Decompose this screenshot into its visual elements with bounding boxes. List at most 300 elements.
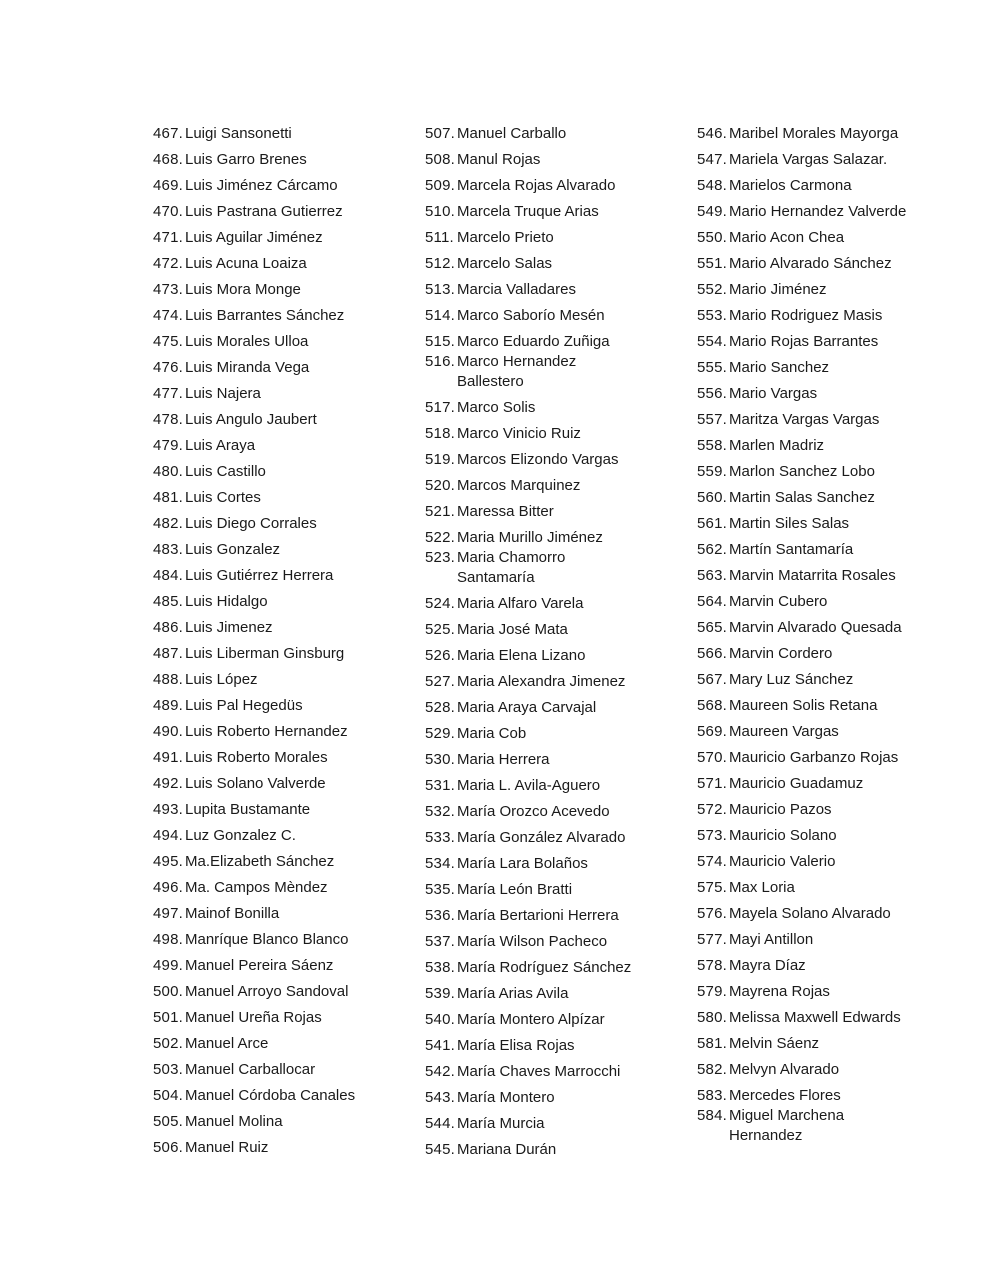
item-name: Luis Najera [185, 385, 261, 402]
item-name: Marvin Alvarado Quesada [729, 619, 902, 636]
item-number: 483. [153, 541, 183, 558]
item-name: Maria José Mata [457, 621, 568, 638]
item-number: 478. [153, 411, 183, 428]
item-name: Ma. Campos Mèndez [185, 879, 328, 896]
item-name: Maria Murillo Jiménez [457, 529, 603, 546]
list-item [153, 670, 425, 690]
item-name: Luis Garro Brenes [185, 151, 307, 168]
list-item [153, 930, 425, 950]
item-number: 531. [425, 777, 455, 794]
item-number: 498. [153, 931, 183, 948]
item-name: Manuel Arce [185, 1035, 269, 1052]
item-name: Luis Acuna Loaiza [185, 255, 307, 272]
item-name: Luis Gutiérrez Herrera [185, 567, 334, 584]
item-name: Marielos Carmona [729, 177, 852, 194]
list-item [697, 488, 982, 508]
item-name: Luis Roberto Morales [185, 749, 328, 766]
list-item [425, 1062, 697, 1082]
list-item [153, 488, 425, 508]
item-name: Mayra Díaz [729, 957, 806, 974]
item-name: Luis Solano Valverde [185, 775, 326, 792]
item-name: Mario Vargas [729, 385, 818, 402]
list-item [153, 1138, 425, 1158]
item-number: 519. [425, 451, 455, 468]
item-name: María Elisa Rojas [457, 1037, 575, 1054]
list-item [697, 748, 982, 768]
item-number: 495. [153, 853, 183, 870]
item-name: Luis Araya [185, 437, 256, 454]
item-name: Luis Mora Monge [185, 281, 301, 298]
list-item [697, 1106, 982, 1146]
item-name: Luigi Sansonetti [185, 125, 292, 142]
list-item [425, 984, 697, 1004]
item-name: Luis Morales Ulloa [185, 333, 309, 350]
list-item [153, 332, 425, 352]
item-name: Mario Alvarado Sánchez [729, 255, 892, 272]
item-name: Luis Aguilar Jiménez [185, 229, 323, 246]
item-number: 501. [153, 1009, 183, 1026]
list-item [153, 1112, 425, 1132]
item-number: 508. [425, 151, 455, 168]
list-item [697, 618, 982, 638]
item-number: 470. [153, 203, 183, 220]
item-number: 473. [153, 281, 183, 298]
list-item [697, 878, 982, 898]
item-number: 482. [153, 515, 183, 532]
item-number: 524. [425, 595, 455, 612]
item-number: 570. [697, 749, 727, 766]
item-name: Marlen Madriz [729, 437, 825, 454]
item-name: Maureen Vargas [729, 723, 839, 740]
list-item [153, 384, 425, 404]
list-item [153, 306, 425, 326]
item-number: 512. [425, 255, 455, 272]
list-item [153, 436, 425, 456]
list-item [153, 358, 425, 378]
list-item [697, 358, 982, 378]
item-name: Marcos Marquinez [457, 477, 581, 494]
list-item [153, 618, 425, 638]
item-name: Marco Saborío Mesén [457, 307, 605, 324]
item-name: Manuel Ruiz [185, 1139, 269, 1156]
item-name: Mary Luz Sánchez [729, 671, 854, 688]
list-item [153, 1034, 425, 1054]
item-number: 566. [697, 645, 727, 662]
list-item [425, 932, 697, 952]
item-name: Luis Liberman Ginsburg [185, 645, 345, 662]
item-number: 533. [425, 829, 455, 846]
item-number: 472. [153, 255, 183, 272]
item-name: Luis Castillo [185, 463, 266, 480]
item-number: 535. [425, 881, 455, 898]
list-item [153, 202, 425, 222]
item-number: 584. [697, 1107, 727, 1124]
list-item [425, 528, 697, 548]
item-number: 525. [425, 621, 455, 638]
item-number: 471. [153, 229, 183, 246]
item-number: 494. [153, 827, 183, 844]
list-item [697, 1034, 982, 1054]
item-name: Luis López [185, 671, 258, 688]
item-number: 573. [697, 827, 727, 844]
item-number: 518. [425, 425, 455, 442]
item-number: 485. [153, 593, 183, 610]
item-number: 539. [425, 985, 455, 1002]
item-number: 497. [153, 905, 183, 922]
item-name: Luis Gonzalez [185, 541, 281, 558]
item-name: Mario Acon Chea [729, 229, 845, 246]
item-name: María Murcia [457, 1115, 545, 1132]
item-number: 532. [425, 803, 455, 820]
item-number: 488. [153, 671, 183, 688]
item-number: 552. [697, 281, 727, 298]
item-number: 553. [697, 307, 727, 324]
list-item [425, 594, 697, 614]
item-name: Marvin Matarrita Rosales [729, 567, 896, 584]
list-item [425, 502, 697, 522]
item-number: 577. [697, 931, 727, 948]
item-number: 530. [425, 751, 455, 768]
list-item [153, 280, 425, 300]
item-name: Luis Roberto Hernandez [185, 723, 348, 740]
item-number: 510. [425, 203, 455, 220]
item-name: Mario Hernandez Valverde [729, 203, 907, 220]
list-item [425, 620, 697, 640]
item-name: Manuel Arroyo Sandoval [185, 983, 349, 1000]
item-number: 515. [425, 333, 455, 350]
list-item [697, 800, 982, 820]
list-item [153, 566, 425, 586]
list-item [425, 672, 697, 692]
item-name: María Bertarioni Herrera [457, 907, 619, 924]
item-number: 491. [153, 749, 183, 766]
item-number: 493. [153, 801, 183, 818]
item-number: 581. [697, 1035, 727, 1052]
item-name: Marvin Cordero [729, 645, 833, 662]
list-item [153, 722, 425, 742]
list-item [153, 1086, 425, 1106]
item-number: 469. [153, 177, 183, 194]
item-name: Luis Jimenez [185, 619, 273, 636]
name-list-column-2 [425, 124, 697, 1160]
item-number: 564. [697, 593, 727, 610]
item-number: 536. [425, 907, 455, 924]
list-item [697, 202, 982, 222]
item-number: 496. [153, 879, 183, 896]
list-item [425, 424, 697, 444]
item-name: Luis Diego Corrales [185, 515, 317, 532]
item-number: 545. [425, 1141, 455, 1158]
item-name: Luis Hidalgo [185, 593, 268, 610]
item-name: Maria Chamorro Santamaría [457, 549, 566, 586]
item-number: 520. [425, 477, 455, 494]
item-name: Luis Barrantes Sánchez [185, 307, 345, 324]
item-name: María Lara Bolaños [457, 855, 588, 872]
item-number: 579. [697, 983, 727, 1000]
list-item [697, 982, 982, 1002]
list-item [697, 228, 982, 248]
list-item [153, 540, 425, 560]
item-name: Mario Sanchez [729, 359, 830, 376]
list-item [697, 852, 982, 872]
item-name: Miguel Marchena Hernandez [729, 1107, 845, 1144]
item-number: 563. [697, 567, 727, 584]
list-item [425, 176, 697, 196]
item-name: Marco Vinicio Ruiz [457, 425, 581, 442]
list-item [425, 548, 697, 588]
item-number: 481. [153, 489, 183, 506]
item-number: 517. [425, 399, 455, 416]
list-item [697, 436, 982, 456]
name-list-column-1 [153, 124, 425, 1158]
list-item [425, 332, 697, 352]
item-number: 540. [425, 1011, 455, 1028]
list-item [153, 410, 425, 430]
item-name: Mauricio Garbanzo Rojas [729, 749, 899, 766]
item-number: 556. [697, 385, 727, 402]
list-item [697, 254, 982, 274]
item-number: 555. [697, 359, 727, 376]
list-item [153, 592, 425, 612]
item-name: Mainof Bonilla [185, 905, 280, 922]
list-item [425, 1088, 697, 1108]
item-number: 468. [153, 151, 183, 168]
item-name: María Orozco Acevedo [457, 803, 610, 820]
item-name: Mercedes Flores [729, 1087, 841, 1104]
item-name: Maria L. Avila-Aguero [457, 777, 601, 794]
item-number: 571. [697, 775, 727, 792]
item-number: 572. [697, 801, 727, 818]
item-name: Marcela Truque Arias [457, 203, 599, 220]
item-number: 559. [697, 463, 727, 480]
list-item [153, 150, 425, 170]
item-name: Marcela Rojas Alvarado [457, 177, 616, 194]
item-number: 583. [697, 1087, 727, 1104]
item-name: Luis Angulo Jaubert [185, 411, 317, 428]
list-item [425, 254, 697, 274]
item-name: Manuel Ureña Rojas [185, 1009, 322, 1026]
item-name: Manuel Molina [185, 1113, 283, 1130]
item-name: Max Loria [729, 879, 795, 896]
item-number: 569. [697, 723, 727, 740]
item-name: Maria Alexandra Jimenez [457, 673, 626, 690]
item-number: 500. [153, 983, 183, 1000]
item-number: 548. [697, 177, 727, 194]
item-number: 575. [697, 879, 727, 896]
item-number: 511. [425, 229, 454, 246]
list-item [425, 352, 697, 392]
item-name: María Chaves Marrocchi [457, 1063, 621, 1080]
item-name: Mariana Durán [457, 1141, 557, 1158]
item-name: María Rodríguez Sánchez [457, 959, 632, 976]
item-name: Luis Miranda Vega [185, 359, 310, 376]
list-item [697, 150, 982, 170]
item-number: 547. [697, 151, 727, 168]
item-number: 523. [425, 549, 455, 566]
list-item [425, 724, 697, 744]
item-number: 475. [153, 333, 183, 350]
list-item [697, 306, 982, 326]
list-item [425, 958, 697, 978]
item-name: Manuel Carballocar [185, 1061, 316, 1078]
item-name: Manríque Blanco Blanco [185, 931, 349, 948]
list-item [697, 592, 982, 612]
list-item [153, 852, 425, 872]
list-item [153, 514, 425, 534]
list-item [425, 906, 697, 926]
list-item [697, 384, 982, 404]
list-item [425, 398, 697, 418]
list-item [697, 904, 982, 924]
list-item [153, 1060, 425, 1080]
item-name: Melvyn Alvarado [729, 1061, 840, 1078]
item-number: 551. [697, 255, 727, 272]
list-item [153, 228, 425, 248]
item-number: 516. [425, 353, 455, 370]
list-item [425, 1140, 697, 1160]
list-item [153, 1008, 425, 1028]
list-item [697, 956, 982, 976]
list-item [153, 462, 425, 482]
item-number: 487. [153, 645, 183, 662]
item-number: 565. [697, 619, 727, 636]
list-item [425, 854, 697, 874]
list-item [425, 202, 697, 222]
item-number: 550. [697, 229, 727, 246]
list-item [697, 566, 982, 586]
item-name: Mayela Solano Alvarado [729, 905, 891, 922]
item-name: Manuel Pereira Sáenz [185, 957, 334, 974]
list-item [697, 696, 982, 716]
item-number: 558. [697, 437, 727, 454]
item-number: 476. [153, 359, 183, 376]
list-item [697, 644, 982, 664]
item-number: 527. [425, 673, 455, 690]
item-name: Marcos Elizondo Vargas [457, 451, 619, 468]
item-name: Maureen Solis Retana [729, 697, 878, 714]
item-number: 477. [153, 385, 183, 402]
item-name: Mauricio Pazos [729, 801, 832, 818]
list-item [697, 670, 982, 690]
list-item [697, 280, 982, 300]
item-name: Martin Siles Salas [729, 515, 850, 532]
list-item [425, 828, 697, 848]
item-name: Melvin Sáenz [729, 1035, 820, 1052]
list-item [697, 124, 982, 144]
list-item [425, 228, 697, 248]
item-number: 502. [153, 1035, 183, 1052]
item-name: María González Alvarado [457, 829, 626, 846]
item-name: Ma.Elizabeth Sánchez [185, 853, 335, 870]
list-item [153, 800, 425, 820]
list-item [425, 1010, 697, 1030]
list-item [697, 1060, 982, 1080]
item-number: 521. [425, 503, 455, 520]
item-number: 484. [153, 567, 183, 584]
item-number: 543. [425, 1089, 455, 1106]
item-name: Maressa Bitter [457, 503, 554, 520]
name-list [153, 124, 982, 1160]
item-number: 514. [425, 307, 455, 324]
list-item [425, 306, 697, 326]
list-item [697, 514, 982, 534]
item-name: Maria Herrera [457, 751, 550, 768]
item-number: 506. [153, 1139, 183, 1156]
item-name: María Montero Alpízar [457, 1011, 605, 1028]
list-item [425, 150, 697, 170]
item-name: Maribel Morales Mayorga [729, 125, 899, 142]
list-item [153, 904, 425, 924]
item-number: 562. [697, 541, 727, 558]
item-number: 576. [697, 905, 727, 922]
list-item [697, 332, 982, 352]
item-name: Lupita Bustamante [185, 801, 311, 818]
item-number: 568. [697, 697, 727, 714]
item-number: 504. [153, 1087, 183, 1104]
item-number: 580. [697, 1009, 727, 1026]
item-number: 560. [697, 489, 727, 506]
item-name: Marvin Cubero [729, 593, 828, 610]
item-name: Luis Pal Hegedüs [185, 697, 303, 714]
item-number: 578. [697, 957, 727, 974]
list-item [425, 280, 697, 300]
list-item [153, 254, 425, 274]
item-number: 505. [153, 1113, 183, 1130]
list-item [697, 774, 982, 794]
item-name: Maria Araya Carvajal [457, 699, 597, 716]
list-item [425, 880, 697, 900]
list-item [153, 956, 425, 976]
item-name: Marcelo Prieto [457, 229, 554, 246]
item-name: Mauricio Guadamuz [729, 775, 864, 792]
list-item [425, 1114, 697, 1134]
item-number: 544. [425, 1115, 455, 1132]
item-number: 541. [425, 1037, 455, 1054]
item-number: 513. [425, 281, 455, 298]
item-name: Martín Santamaría [729, 541, 854, 558]
item-name: Maria Alfaro Varela [457, 595, 584, 612]
item-number: 538. [425, 959, 455, 976]
list-item [425, 750, 697, 770]
item-name: Luis Jiménez Cárcamo [185, 177, 338, 194]
item-name: Mauricio Valerio [729, 853, 836, 870]
list-item [697, 722, 982, 742]
list-item [697, 410, 982, 430]
item-name: Manuel Córdoba Canales [185, 1087, 356, 1104]
list-item [697, 540, 982, 560]
list-item [697, 1008, 982, 1028]
list-item [153, 696, 425, 716]
list-item [425, 802, 697, 822]
item-number: 561. [697, 515, 727, 532]
item-name: María Wilson Pacheco [457, 933, 608, 950]
list-item [425, 776, 697, 796]
list-item [153, 774, 425, 794]
item-name: Marco Hernandez Ballestero [457, 353, 577, 390]
item-name: Manuel Carballo [457, 125, 567, 142]
item-name: María León Bratti [457, 881, 573, 898]
item-name: Luz Gonzalez C. [185, 827, 296, 844]
list-item [153, 124, 425, 144]
name-list-column-3 [697, 124, 982, 1146]
list-item [697, 176, 982, 196]
item-name: Mayrena Rojas [729, 983, 830, 1000]
item-name: Mario Rodriguez Masis [729, 307, 883, 324]
list-item [425, 698, 697, 718]
item-number: 474. [153, 307, 183, 324]
item-number: 574. [697, 853, 727, 870]
item-name: Marco Solis [457, 399, 536, 416]
